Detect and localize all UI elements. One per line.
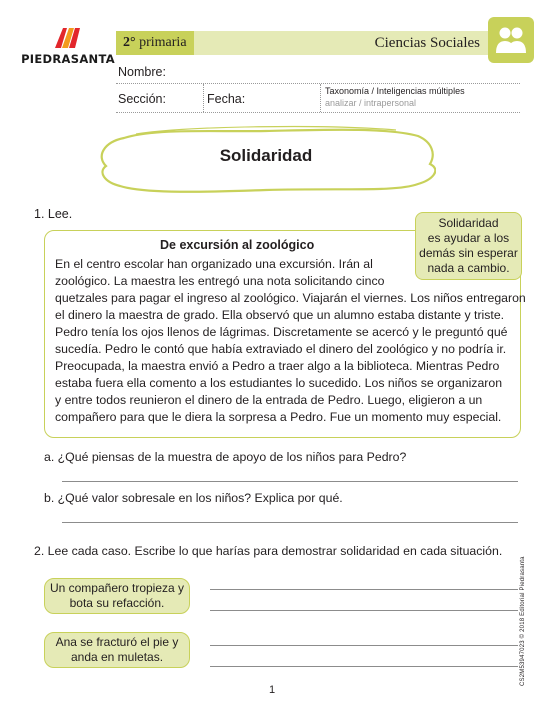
taxonomy-label: Taxonomía / Inteligencias múltiples	[325, 86, 465, 96]
page-number: 1	[269, 684, 276, 696]
reading-line: Pedro tenía los ojos llenos de lágrimas. Discretamente se acercó y le preguntó qué	[55, 325, 508, 339]
name-label: Nombre:	[118, 65, 166, 79]
section-field-line	[116, 112, 520, 113]
book-logo-icon	[53, 26, 87, 50]
answer-line-a[interactable]	[62, 481, 518, 482]
case-card-1	[44, 578, 190, 614]
case-card-2	[44, 632, 190, 668]
page-title: Solidaridad	[219, 146, 313, 165]
grade-label	[116, 31, 194, 55]
reading-line: zoológico. La maestra les entregó una nota solicitando cinco	[55, 274, 385, 288]
callout-line: nada a cambio.	[427, 261, 510, 275]
callout-line: Solidaridad	[438, 216, 499, 230]
answer-line-b[interactable]	[62, 522, 518, 523]
exercise-1-label: 1. Lee.	[34, 207, 73, 221]
grade-text: primaria	[139, 35, 187, 50]
copyright-code: CS2M53947023 © 2018 Editorial Piedrasanta	[520, 556, 526, 686]
callout-line: demás sin esperar	[419, 246, 518, 260]
reading-line: compañero para que le diera la sorpresa a Pedro. Fue un momento muy especial.	[55, 410, 502, 424]
taxonomy-value: analizar / intrapersonal	[325, 98, 417, 108]
case-line: Ana se fracturó el pie y	[55, 635, 179, 649]
field-divider	[320, 84, 321, 112]
reading-line: Preocupada, la maestra envió a Pedro a traer algo a la biblioteca. Mientras Pedro	[55, 359, 500, 373]
reading-line: En el centro escolar han organizado una excursión. Irán al	[55, 257, 373, 271]
reading-line: estaba fuera ella comento a los estudiantes lo sucedido. Los niños se organizaron	[55, 376, 503, 390]
case-1-answer-line[interactable]	[210, 589, 518, 590]
reading-line: quetzales para pagar el ingreso al zoológico. Viajarán el viernes. Los niños entregaron	[55, 291, 526, 305]
publisher-name: PIEDRASANTA	[21, 52, 115, 66]
field-divider	[203, 84, 204, 112]
publisher-logo	[20, 26, 116, 68]
group-icon-box	[488, 17, 534, 63]
case-line: Un compañero tropieza y	[49, 581, 185, 595]
exercise-2-label: 2. Lee cada caso. Escribe lo que harías para demostrar solidaridad en cada situación.	[34, 544, 503, 558]
case-line: anda en muletas.	[70, 650, 164, 664]
reading-line: y entre todos reunieron el dinero de la entrada de Pedro. Luego, eligieron a un	[55, 393, 483, 407]
reading-line: sucedía. Pedro le contó que había extraviado el dinero del zoológico y no podría ir.	[55, 342, 507, 356]
date-label: Fecha:	[207, 92, 246, 106]
question-a: a. ¿Qué piensas de la muestra de apoyo de los niños para Pedro?	[44, 450, 407, 464]
question-b: b. ¿Qué valor sobresale en los niños? Explica por qué.	[44, 491, 343, 505]
reading-title: De excursión al zoológico	[160, 238, 315, 252]
definition-callout	[415, 212, 522, 280]
case-line: bota su refacción.	[69, 596, 165, 610]
subject-title: Ciencias Sociales	[374, 35, 480, 51]
reading-line: el dinero la maestra de grado. Ella observó que un alumno estaba distante y triste.	[55, 308, 505, 322]
section-label: Sección:	[118, 92, 166, 106]
name-field-line	[116, 83, 520, 84]
people-icon	[495, 25, 527, 55]
grade-number: 2°	[123, 35, 136, 50]
case-1-answer-line[interactable]	[210, 610, 518, 611]
case-2-answer-line[interactable]	[210, 666, 518, 667]
case-2-answer-line[interactable]	[210, 645, 518, 646]
callout-line: es ayudar a los	[427, 231, 510, 245]
